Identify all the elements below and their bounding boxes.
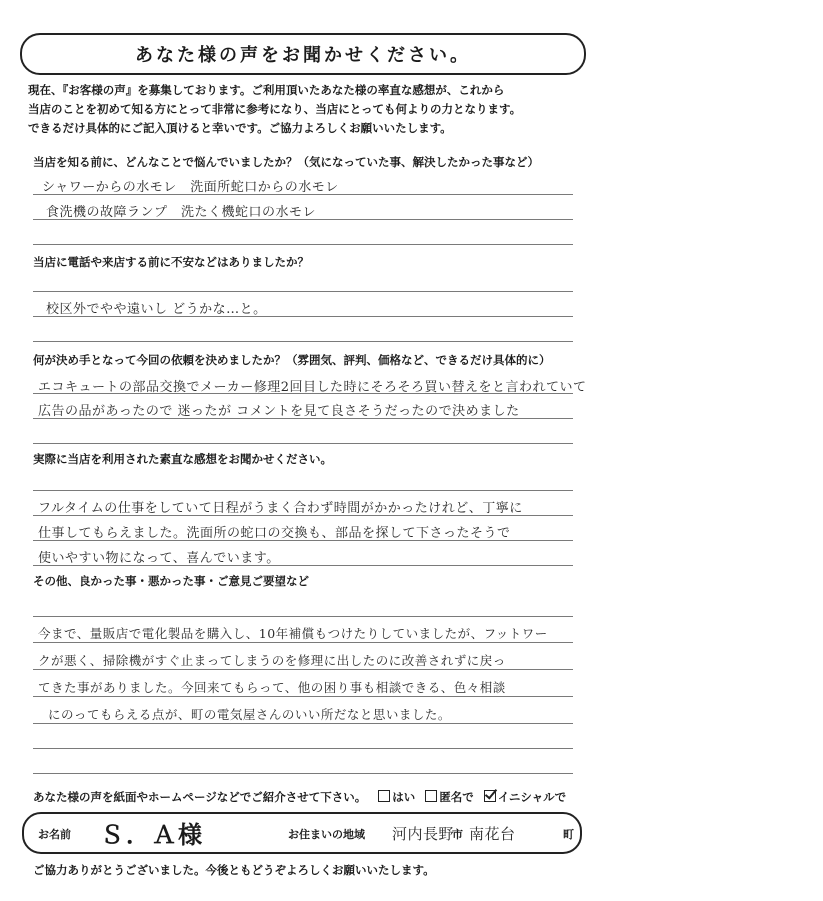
checkbox-anonymous[interactable] bbox=[425, 790, 437, 802]
question-4-label: 実際に当店を利用された素直な感想をお聞かせください。 bbox=[33, 452, 332, 466]
question-4-answer-line: 使いやすい物になって、喜んでいます。 bbox=[38, 551, 280, 566]
address-town: 南花台 bbox=[469, 825, 516, 843]
checkbox-yes[interactable] bbox=[378, 790, 390, 802]
answer-rule bbox=[33, 642, 573, 643]
answer-rule bbox=[33, 748, 573, 749]
question-1-answer-line: 食洗機の故障ランプ 洗たく機蛇口の水モレ bbox=[46, 205, 317, 220]
answer-rule bbox=[33, 540, 573, 541]
consent-option-anonymous[interactable]: 匿名で bbox=[425, 790, 474, 804]
answer-rule bbox=[33, 393, 573, 394]
intro-line: できるだけ具体的にご記入頂けると幸いです。ご協力よろしくお願いいたします。 bbox=[28, 121, 452, 135]
answer-rule bbox=[33, 443, 573, 444]
question-3-answer-line: エコキュートの部品交換でメーカー修理2回目した時にそろそろ買い替えをと言われていて bbox=[38, 380, 587, 395]
answer-rule bbox=[33, 669, 573, 670]
question-5-answer-line: てきた事がありました。今回来てもらって、他の困り事も相談できる、色々相談 bbox=[38, 680, 506, 695]
answer-rule bbox=[33, 490, 573, 491]
answer-rule bbox=[33, 515, 573, 516]
checkbox-initials-checked[interactable] bbox=[484, 790, 496, 802]
answer-rule bbox=[33, 418, 573, 419]
intro-line: 当店のことを初めて知る方にとって非常に参考になり、当店にとっても何よりの力となります。 bbox=[28, 102, 522, 116]
answer-rule bbox=[33, 219, 573, 220]
question-5-answer-line: クが悪く、掃除機がすぐ止まってしまうのを修理に出したのに改善されずに戻っ bbox=[38, 653, 506, 668]
question-4-answer-line: フルタイムの仕事をしていて日程がうまく合わず時間がかかったけれど、丁寧に bbox=[38, 501, 523, 516]
intro-paragraph bbox=[28, 81, 588, 138]
question-4-answer-line: 仕事してもらえました。洗面所の蛇口の交換も、部品を探して下さったそうで bbox=[38, 526, 511, 541]
closing-message: ご協力ありがとうございました。今後ともどうぞよろしくお願いいたします。 bbox=[33, 863, 435, 877]
answer-rule bbox=[33, 194, 573, 195]
consent-question: あなた様の声を紙面やホームページなどでご紹介させて下さい。 bbox=[33, 790, 367, 804]
address-town-suffix: 町 bbox=[563, 828, 574, 841]
name-label: お名前 bbox=[38, 828, 71, 841]
question-1-answer-line: シャワーからの水モレ 洗面所蛇口からの水モレ bbox=[42, 180, 339, 195]
title-banner bbox=[20, 33, 586, 75]
question-3-label: 何が決め手となって今回の依頼を決めましたか？（雰囲気、評判、価格など、できるだけ具体的に） bbox=[33, 353, 551, 367]
question-3-answer-line: 広告の品があったので 迷ったが コメントを見て良さそうだったので決めました bbox=[38, 404, 520, 419]
address-label: お住まいの地域 bbox=[288, 828, 365, 841]
answer-rule bbox=[33, 565, 573, 566]
question-1-label: 当店を知る前に、どんなことで悩んでいましたか？（気になっていた事、解決したかった事など） bbox=[33, 155, 539, 169]
question-2-answer-line: 校区外でやや遠いし どうかな…と。 bbox=[46, 302, 267, 317]
address-city-suffix: 市 bbox=[452, 828, 463, 841]
consent-option-yes[interactable]: はい bbox=[378, 790, 415, 804]
question-2-label: 当店に電話や来店する前に不安などはありましたか？ bbox=[33, 255, 309, 269]
question-5-label: その他、良かった事・悪かった事・ご意見ご要望など bbox=[33, 574, 309, 588]
intro-line: 現在、『お客様の声』を募集しております。ご利用頂いたあなた様の率直な感想が、これから bbox=[28, 83, 505, 97]
question-5-answer-line: にのってもらえる点が、町の電気屋さんのいい所だなと思いました。 bbox=[48, 707, 451, 722]
question-5-answer-line: 今まで、量販店で電化製品を購入し、10年補償もつけたりしていましたが、フットワー bbox=[38, 626, 548, 641]
answer-rule bbox=[33, 696, 573, 697]
answer-rule bbox=[33, 773, 573, 774]
answer-rule bbox=[33, 244, 573, 245]
address-city: 河内長野 bbox=[392, 825, 455, 843]
answer-rule bbox=[33, 723, 573, 724]
name-value: Ｓ．Ａ様 bbox=[100, 821, 204, 849]
consent-row bbox=[33, 789, 566, 805]
page-title: あなた様の声をお聞かせください。 bbox=[135, 45, 471, 66]
answer-rule bbox=[33, 316, 573, 317]
answer-rule bbox=[33, 341, 573, 342]
answer-rule bbox=[33, 291, 573, 292]
answer-rule bbox=[33, 616, 573, 617]
consent-option-initials[interactable]: イニシャルで bbox=[484, 790, 566, 804]
